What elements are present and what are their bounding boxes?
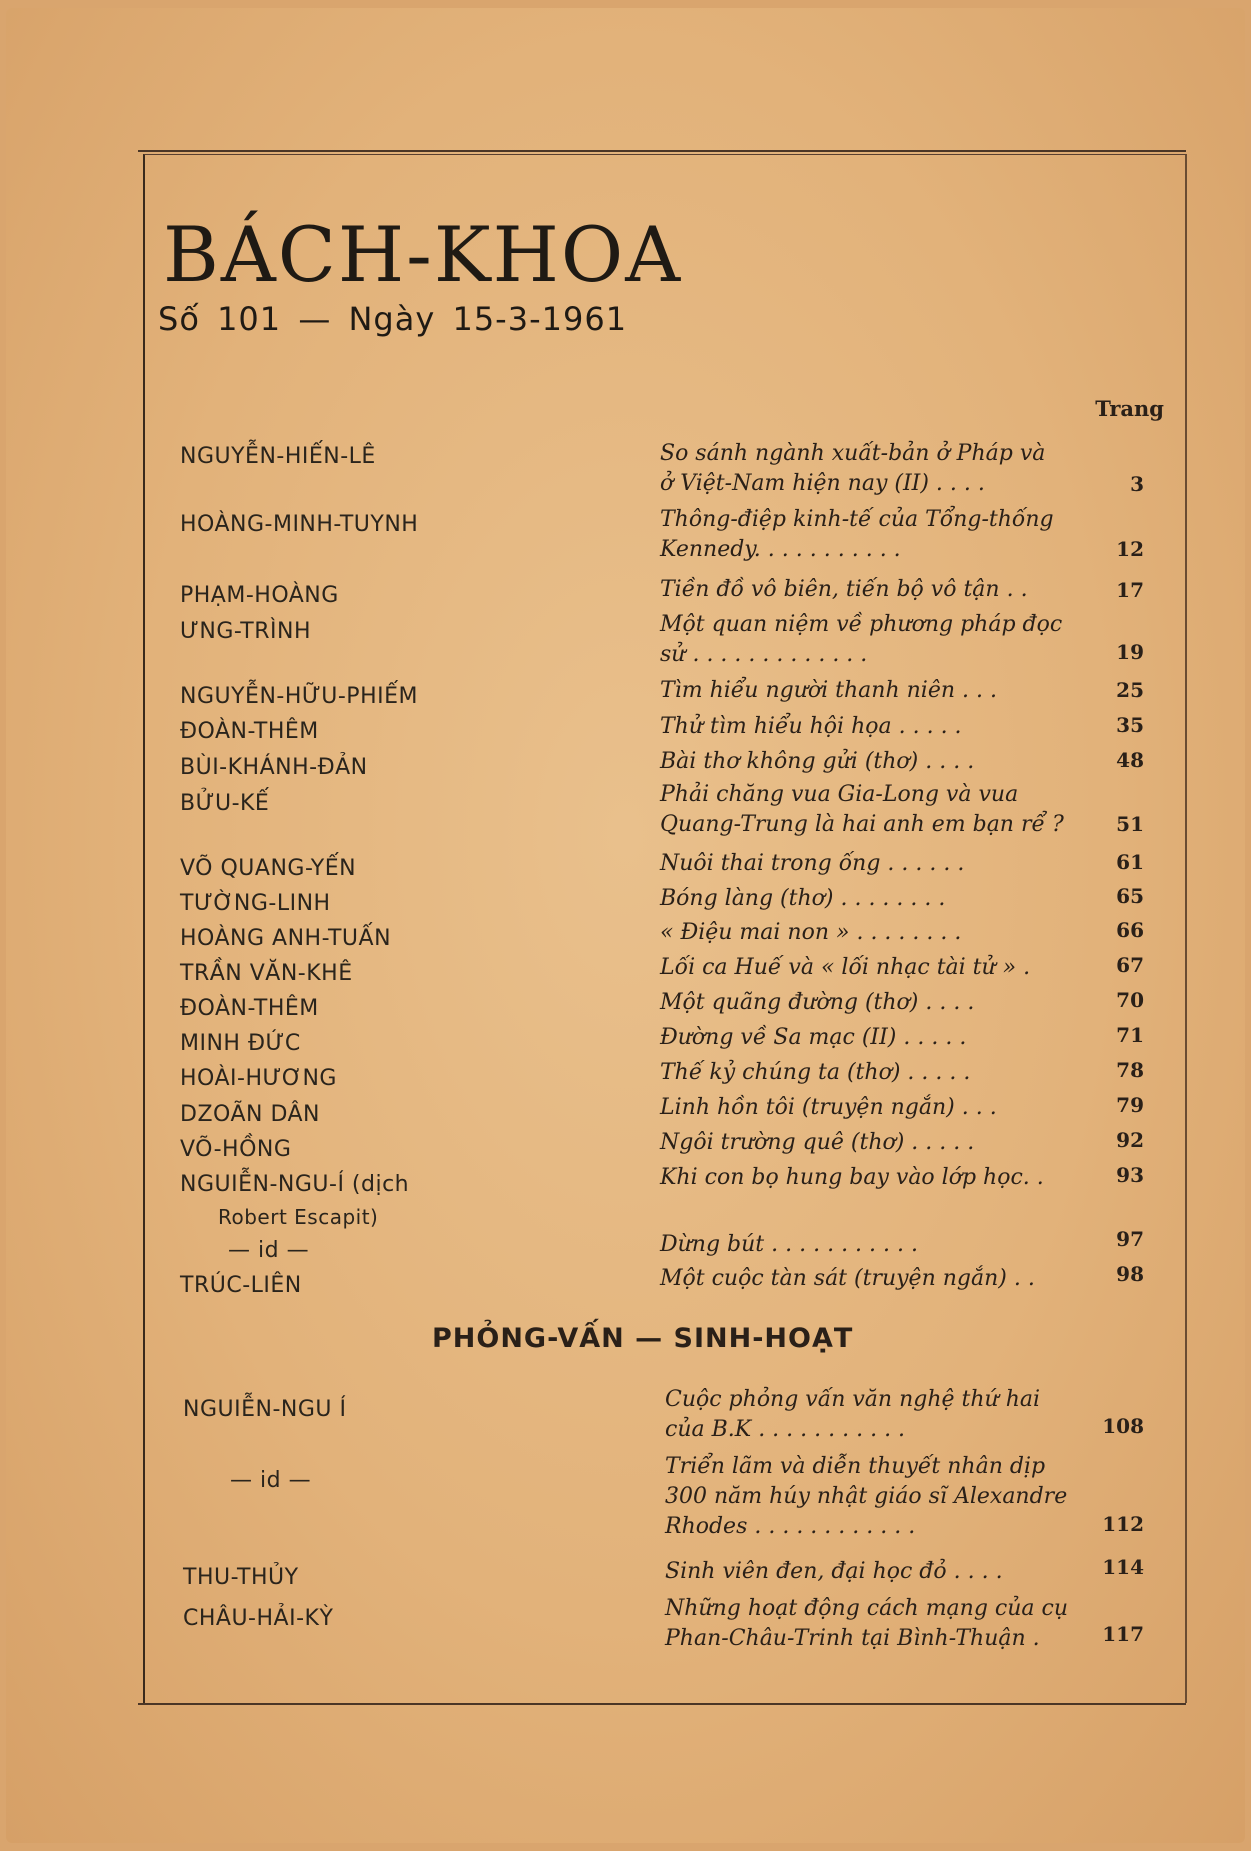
page-number: 35 xyxy=(1116,713,1144,737)
article-title: Cuộc phỏng vấn văn nghệ thứ hai của B.K . . . . . . . . . . . xyxy=(665,1387,1041,1442)
author: HOÀNG ANH-TUẤN xyxy=(180,926,392,951)
article-title: Những hoạt động cách mạng của cụ Phan-Châu-Trinh tại Bình-Thuận . xyxy=(665,1596,1069,1651)
page-number: 70 xyxy=(1116,988,1144,1012)
page-number: 97 xyxy=(1116,1227,1144,1251)
article-title: Tìm hiểu người thanh niên . . . xyxy=(660,678,997,703)
author: VÕ-HỒNG xyxy=(180,1137,292,1162)
article-title: Bài thơ không gửi (thơ) . . . . xyxy=(660,749,975,774)
article-title: Bóng làng (thơ) . . . . . . . . xyxy=(660,886,946,911)
author: ƯNG-TRÌNH xyxy=(180,619,312,644)
article-title: Một cuộc tàn sát (truyện ngắn) . . xyxy=(660,1266,1035,1291)
article-title: Thông-điệp kinh-tế của Tổng-thống Kennedy. . . . . . . . . . . xyxy=(660,507,1054,562)
page-number: 71 xyxy=(1116,1023,1144,1047)
author: TƯỜNG-LINH xyxy=(180,891,331,916)
author: CHÂU-HẢI-KỲ xyxy=(183,1606,334,1631)
article-title: Phải chăng vua Gia-Long và vua Quang-Trung là hai anh em bạn rể ? xyxy=(660,782,1064,837)
author: ĐOÀN-THÊM xyxy=(180,996,319,1021)
author: ĐOÀN-THÊM xyxy=(180,719,319,744)
page-number: 48 xyxy=(1116,748,1144,772)
article-title: Triển lãm và diễn thuyết nhân dịp 300 năm húy nhật giáo sĩ Alexandre Rhodes . . . . . . . . . . . . xyxy=(665,1454,1068,1539)
author: PHẠM-HOÀNG xyxy=(180,583,339,608)
page-number: 3 xyxy=(1130,472,1144,496)
page-number: 78 xyxy=(1116,1058,1144,1082)
bottom-rule xyxy=(138,1703,1186,1705)
author: TRÚC-LIÊN xyxy=(180,1273,302,1298)
author: NGUIỄN-NGU-Í (dịch xyxy=(180,1172,410,1197)
article-title: Đường về Sa mạc (II) . . . . . xyxy=(660,1025,967,1050)
page-column-label: Trang xyxy=(1095,396,1164,421)
page-number: 51 xyxy=(1116,812,1144,836)
page-number: 114 xyxy=(1102,1555,1144,1579)
article-title: Một quãng đường (thơ) . . . . xyxy=(660,990,975,1015)
page-number: 98 xyxy=(1116,1262,1144,1286)
article-title: Một quan niệm về phương pháp đọc sử . . . . . . . . . . . . . xyxy=(660,612,1063,667)
author: NGUYỄN-HIẾN-LÊ xyxy=(180,444,376,469)
page-number: 65 xyxy=(1116,884,1144,908)
article-title: Sinh viên đen, đại học đỏ . . . . xyxy=(665,1559,1003,1584)
author: TRẦN VĂN-KHÊ xyxy=(180,961,353,986)
masthead: BÁCH-KHOA xyxy=(163,210,683,299)
author: HOÀI-HƯƠNG xyxy=(180,1066,337,1091)
article-title: Thế kỷ chúng ta (thơ) . . . . . xyxy=(660,1060,971,1085)
article-title: Thử tìm hiểu hội họa . . . . . xyxy=(660,714,962,739)
author: DZOÃN DÂN xyxy=(180,1102,321,1127)
article-title: Linh hồn tôi (truyện ngắn) . . . xyxy=(660,1095,997,1120)
section-heading: PHỎNG-VẤN — SINH-HOẠT xyxy=(432,1323,854,1354)
page-number: 25 xyxy=(1116,678,1144,702)
author: MINH ĐỨC xyxy=(180,1031,301,1056)
author: VÕ QUANG-YẾN xyxy=(180,856,357,881)
page-number: 67 xyxy=(1116,953,1144,977)
author: — id — xyxy=(230,1468,312,1493)
page-number: 112 xyxy=(1102,1512,1144,1536)
article-title: Ngôi trường quê (thơ) . . . . . xyxy=(660,1130,975,1155)
article-title: Lối ca Huế và « lối nhạc tài tử » . xyxy=(660,955,1031,980)
article-title: Nuôi thai trong ống . . . . . . xyxy=(660,851,965,876)
author: HOÀNG-MINH-TUYNH xyxy=(180,512,419,537)
page-number: 79 xyxy=(1116,1093,1144,1117)
author: BÙI-KHÁNH-ĐẢN xyxy=(180,755,368,780)
page-number: 61 xyxy=(1116,850,1144,874)
page-number: 92 xyxy=(1116,1128,1144,1152)
author-note: Robert Escapit) xyxy=(218,1205,379,1229)
top-rule xyxy=(138,150,1186,152)
article-title: « Điệu mai non » . . . . . . . . xyxy=(660,920,962,945)
author: BỬU-KẾ xyxy=(180,791,270,816)
page-number: 12 xyxy=(1116,537,1144,561)
author: NGUIỄN-NGU Í xyxy=(183,1397,347,1422)
issue-line: Số 101 — Ngày 15-3-1961 xyxy=(158,300,628,338)
author: — id — xyxy=(228,1238,310,1263)
page-number: 117 xyxy=(1102,1622,1144,1646)
article-title: Tiền đồ vô biên, tiến bộ vô tận . . xyxy=(660,577,1028,602)
page-number: 19 xyxy=(1116,640,1144,664)
page-number: 66 xyxy=(1116,918,1144,942)
author: NGUYỄN-HỮU-PHIẾM xyxy=(180,684,418,709)
page-number: 17 xyxy=(1116,578,1144,602)
author: THU-THỦY xyxy=(183,1565,299,1590)
page-number: 93 xyxy=(1116,1163,1144,1187)
article-title: Dừng bút . . . . . . . . . . . xyxy=(660,1232,918,1257)
article-title: So sánh ngành xuất-bản ở Pháp và ở Việt-Nam hiện nay (II) . . . . xyxy=(660,441,1046,496)
page-number: 108 xyxy=(1102,1414,1144,1438)
article-title: Khi con bọ hung bay vào lớp học. . xyxy=(660,1165,1044,1190)
